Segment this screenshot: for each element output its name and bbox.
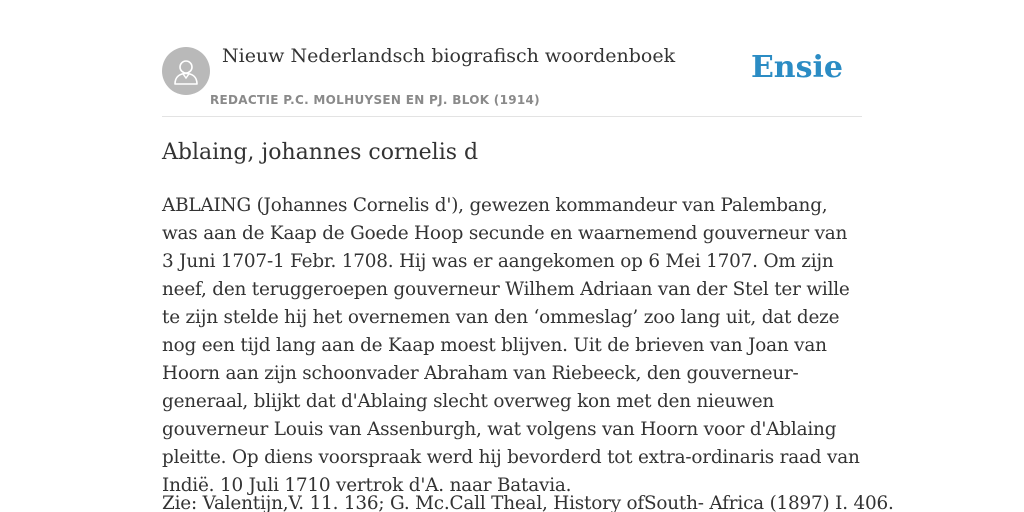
book-title[interactable]: Nieuw Nederlandsch biografisch woordenboek — [222, 45, 676, 67]
entry-references: Zie: Valentijn,V. 11. 136; G. Mc.Call Theal, History ofSouth- Africa (1897) I. 406. — [162, 493, 894, 512]
entry-title: Ablaing, johannes cornelis d — [162, 140, 479, 165]
person-icon — [173, 57, 199, 85]
book-editors: REDACTIE P.C. MOLHUYSEN EN PJ. BLOK (1914) — [210, 93, 540, 107]
book-header — [162, 0, 862, 117]
ensie-logo[interactable]: Ensie — [750, 50, 843, 85]
content-container — [162, 0, 894, 512]
entry-body: ABLAING (Johannes Cornelis d'), gewezen kommandeur van Palembang, was aan de Kaap de Goede Hoop secunde en waarnemend gouverneur van 3 Juni 1707-1 Febr. 1708. Hij was er aangekomen op 6 Mei 1707. Om zijn neef, den teruggeroepen gouverneur Wilhem Adriaan van der Stel ter wille te zijn stelde hij het overnemen van den ‘ommeslag’ zoo lang uit, dat deze nog een tijd lang aan de Kaap moest blijven. Uit de brieven van Joan van Hoorn aan zijn schoonvader Abraham van Riebeeck, den gouverneur-generaal, blijkt dat d'Ablaing slecht overweg kon met den nieuwen gouverneur Louis van Assenburgh, wat volgens van Hoorn voor d'Ablaing pleitte. Op diens voorspraak werd hij bevorderd tot extra-ordinaris raad van Indië. 10 Juli 1710 vertrok d'A. naar Batavia. — [162, 195, 860, 496]
avatar[interactable] — [162, 47, 210, 95]
